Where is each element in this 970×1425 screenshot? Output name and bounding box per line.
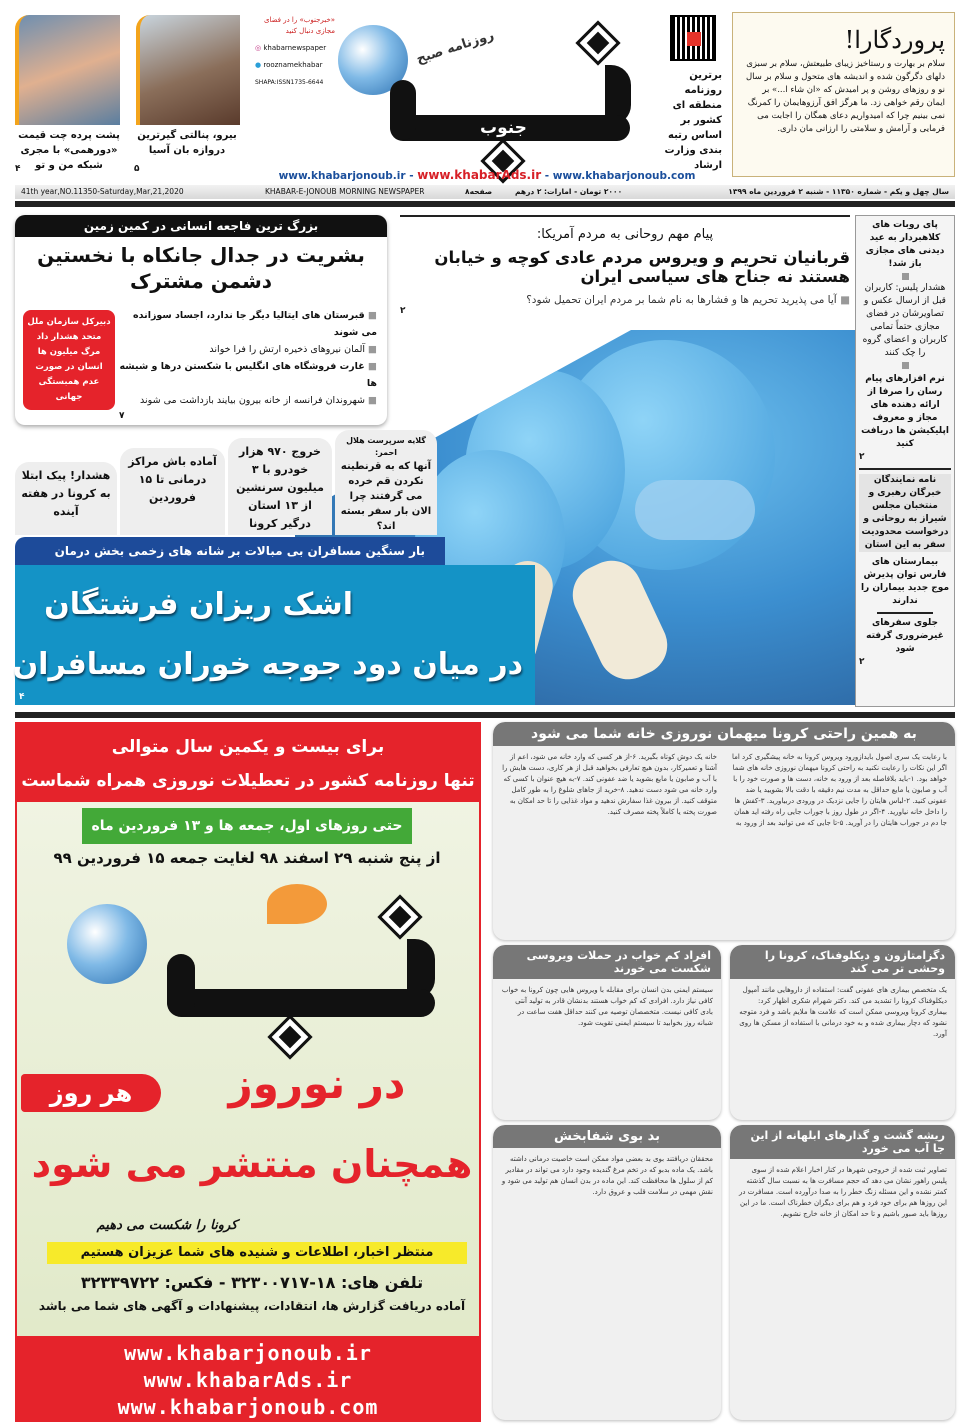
divider bbox=[15, 201, 955, 207]
story-bullets bbox=[119, 307, 377, 409]
article-body: یک متخصص بیماری های عفونی گفت: استفاده از داروهایی مانند آمپول دیکلوفناک کرونا را تشدید می کند. دکتر شهرام شکری اظهار کرد: بیماری کرونا ویروسی ممکن است که علامت ها ملایم باشد و فرد متوجه نشود که دچار بیماری شده و به خود درمانی با استفاده از مسکن ها روی آورد. bbox=[739, 986, 947, 1038]
tagline: برترین روزنامه منطقه ای کشور بر اساس رتبه بندی وزارت ارشاد bbox=[664, 70, 722, 171]
ad-heading: برای بیست و یکمین سال متوالی تنها روزنامه کشور در تعطیلات نوروزی همراه شماست bbox=[17, 724, 479, 802]
card-text: خروج ۹۷۰ هزار خودرو با ۳ میلیون سرنشین از ۱۳ استان درگیر کرونا bbox=[236, 445, 324, 530]
ad-logo bbox=[57, 884, 457, 1054]
news-card[interactable] bbox=[120, 448, 225, 535]
sidebar-item[interactable]: نرم افزارهای پیام رسان را صرفا از ارائه دهنده های مجاز و معروف اپلیکیشن ها دریافت کنید ۲ bbox=[859, 374, 949, 462]
logo-stroke bbox=[390, 80, 416, 140]
card-kicker: گلایه سرپرست هلال احمر: bbox=[346, 436, 426, 457]
bullet-item: ■ شهروندان فرانسه از خانه بیرون بیایند بازداشت می شوند bbox=[119, 392, 377, 409]
prayer-title: پروردگارا! bbox=[844, 26, 945, 54]
paper-name-en: KHABAR-E-JONOUB MORNING NEWSPAPER bbox=[265, 187, 425, 196]
logo-diamond bbox=[382, 899, 419, 936]
logo-stroke bbox=[167, 954, 195, 1016]
telegram-link[interactable]: ● rooznamekhabar bbox=[255, 61, 323, 69]
article-title: دگزامتازون و دیکلوفناک، کرونا را وحشی تر می کند bbox=[730, 945, 955, 979]
social-links bbox=[255, 15, 335, 88]
ad-phone: تلفن های: ۱۸-۳۲۳۰۰۷۱۷ - فکس: ۳۲۳۳۹۷۲۲ bbox=[80, 1273, 424, 1292]
article-body: تصاویر ثبت شده از خروجی شهرها در کنار اخبار اعلام شده از سوی پلیس راهور نشان می دهد که حجم مسافرت ها به نسبت سال گذشته کمتر نشده و این مسئله زنگ خطر را به صدا درآورده است. مسافرت در این روزها هم برای خود فرد و هم برای دیگران خطرناک است. ما در این روزها باید صبور باشیم و تا حد امکان از خانه خارج نشویم. bbox=[738, 1166, 947, 1218]
price: ۲۰۰۰ تومان - امارات: ۲ درهم bbox=[515, 187, 623, 196]
photo-host bbox=[15, 15, 120, 125]
page-number: ۷ bbox=[119, 411, 125, 421]
instagram-icon: ◎ bbox=[255, 44, 264, 52]
url-link[interactable]: www.khabarAds.ir bbox=[143, 1368, 353, 1392]
ad-dates: از پنج شنبه ۲۹ اسفند ۹۸ لغایت جمعه ۱۵ فروردین ۹۹ bbox=[53, 849, 441, 867]
divider bbox=[877, 612, 932, 614]
article-body: محققان دریافتند بوی بد بعضی مواد ممکن است خاصیت درمانی داشته باشد. یک ماده بدبو که در تخم مرغ گندیده وجود دارد می تواند در مقادیر کم از سلول ها محافظت کند. این ماده در بدن انسان هم تولید می شود و نقش مهمی در سلامت قلب و عروق دارد. bbox=[501, 1155, 713, 1196]
issue-fa: سال چهل و یکم - شماره ۱۱۳۵۰ - شنبه ۲ فروردین ماه ۱۳۹۹ bbox=[728, 187, 949, 196]
logo-stroke bbox=[167, 989, 435, 1017]
shapa: SHAPA:ISSN1735-6644 bbox=[255, 79, 324, 86]
nowruz-advertisement bbox=[15, 722, 481, 1422]
article-title: ریشه گشت و گذارهای ابلهانه از این جا آب می خورد bbox=[730, 1125, 955, 1159]
card-text: آنها که به قرنطینه نکردن قم خرده می گرفتند چرا الان بار سفر بسته اند؟ bbox=[340, 461, 432, 532]
url-link[interactable]: www.khabarjonoub.ir bbox=[124, 1341, 372, 1365]
sidebar-item[interactable]: جلوی سفرهای غیرضروری گرفته شود ۲ bbox=[859, 618, 944, 667]
ad-green-banner: حتی روزهای اول، جمعه ها و ۱۳ فروردین ماه bbox=[82, 808, 412, 844]
story-banner: بزرگ ترین فاجعه انسانی در کمین زمین bbox=[15, 215, 387, 237]
article-title: بد بوی شفابخش bbox=[493, 1125, 721, 1148]
ad-every-day-badge: هر روز bbox=[21, 1074, 161, 1112]
top-story[interactable] bbox=[400, 215, 850, 316]
goldfish-icon bbox=[267, 884, 327, 924]
news-card[interactable] bbox=[228, 438, 332, 535]
story-headline: قربانیان تحریم و ویروس مردم عادی کوچه و خیابان هستند نه جناح های سیاسی ایران bbox=[434, 248, 850, 286]
issue-en: 41th year,NO.11350-Saturday,Mar,21,2020 bbox=[21, 187, 184, 196]
left-story[interactable] bbox=[15, 215, 387, 425]
instagram-link[interactable]: ◎ khabarnewspaper bbox=[255, 44, 327, 52]
bullet-item: ■ قبرستان های ایتالیا دیگر جا ندارد، اجساد سوزانده می شوند bbox=[119, 307, 377, 341]
article[interactable] bbox=[730, 1125, 955, 1420]
feature-line: اشک ریزان فرشتگان bbox=[44, 587, 353, 622]
qr-code bbox=[670, 15, 716, 61]
url-link[interactable]: www.khabarjonoub.com bbox=[117, 1395, 379, 1419]
ad-ready-text: آماده دریافت گزارش ها، انتقادات، پیشنهادات و آگهی های شما می باشد bbox=[38, 1299, 466, 1313]
logo-diamond bbox=[272, 1019, 309, 1056]
issue-info-bar bbox=[15, 185, 955, 199]
feature-headline[interactable] bbox=[12, 565, 535, 705]
page-number: ۴ bbox=[15, 164, 21, 174]
article-title: افراد کم خواب در حملات ویروسی شکست می خورند bbox=[493, 945, 721, 979]
card-text: هشدار! پیک ابتلا به کرونا در هفته آینده bbox=[21, 469, 111, 518]
logo-sub: روزنامه صبح bbox=[414, 27, 496, 68]
website-urls bbox=[262, 168, 712, 182]
feature-bar: بار سنگین مسافران بی مبالات بر شانه های زخمی بخش درمان bbox=[15, 537, 445, 565]
news-sidebar bbox=[855, 215, 955, 707]
ad-websites bbox=[17, 1336, 479, 1422]
prayer-box bbox=[732, 12, 955, 177]
bullet-item: ■ آلمان نیروهای ذخیره ارتش را فرا خواند bbox=[119, 341, 377, 358]
article-title: به همین راحتی کرونا میهمان نوروزی خانه شما می شود bbox=[493, 722, 955, 746]
url-link[interactable]: - www.khabarjonoub.com bbox=[544, 170, 696, 182]
news-card[interactable] bbox=[335, 430, 437, 535]
prayer-text: سلام بر بهارت و رستاخیز زیبای طبیعتش، سلام بر سبزی دلهای دگرگون شده و اندیشه های متحول و سلام بر سال نو و روزهای روشن و پر امیدش که «ان شاء ا...» بر ایمان رقم خواهی زد. ما هرگز افق آرزوهایمان را کمرنگ نمی بینیم چرا که امیدواریم دعای همگان را اجابت می فرمایی و آرامش و سلامتی را ارزانی مان داری. bbox=[746, 59, 945, 134]
page-number: ۴ bbox=[19, 692, 25, 702]
newspaper-logo bbox=[330, 10, 650, 170]
news-card[interactable] bbox=[15, 462, 117, 535]
globe-icon bbox=[67, 904, 147, 984]
article-body: سیستم ایمنی بدن انسان برای مقابله با ویروس هایی چون کرونا به خواب کافی نیاز دارد. افرادی که کم خواب هستند بدنشان قادر به تولید آنتی بادی کافی نیست. متخصصان توصیه می کنند حداقل هفت ساعت در شبانه روز بخوابید تا سیستم ایمنی تقویت شود. bbox=[501, 986, 713, 1027]
photo-caption: بیرو، پنالتی گیرترین دروازه بان آسیا bbox=[137, 130, 237, 156]
bullet-item: ■ غارت فروشگاه های انگلیس با شکستن درها و شیشه ها bbox=[119, 358, 377, 392]
page-count: ۸صفحه bbox=[465, 187, 493, 196]
story-sub: ■ آیا می پذیرید تحریم ها و فشارها به نام شما بر مردم ایران تحمیل شود؟ bbox=[526, 294, 850, 306]
article[interactable] bbox=[730, 945, 955, 1120]
un-warning-box: دبیرکل سازمان ملل متحد هشدار داد مرگ میلیون ها انسان در صورت عدم همبستگی جهانی bbox=[23, 310, 115, 410]
ad-yellow-text: منتظر اخبار، اطلاعات و شنیده های شما عزیزان هستیم bbox=[47, 1242, 467, 1264]
logo-region: جنوب bbox=[480, 118, 527, 138]
article[interactable] bbox=[493, 945, 721, 1120]
ad-corona-text: کرونا را شکست می دهیم bbox=[96, 1218, 238, 1233]
telegram-icon: ● bbox=[255, 61, 264, 69]
story-headline: بشریت در جدال جانکاه با نخستین دشمن مشترک bbox=[37, 243, 365, 293]
photo-caption: پشت پرده چت قیمت «دورهمی» با مجری شبکه من و تو bbox=[18, 130, 120, 171]
article[interactable] bbox=[493, 722, 955, 940]
divider bbox=[15, 712, 955, 718]
sidebar-item[interactable]: بیمارستان های فارس توان پذیرش موج جدید بیماران را ندارند bbox=[860, 557, 950, 606]
card-text: آماده باش مراکز درمانی تا ۱۵ فروردین bbox=[128, 455, 217, 504]
ad-big-text: همچنان منتشر می شود bbox=[31, 1142, 473, 1186]
url-link[interactable]: www.khabarjonoub.ir - bbox=[278, 170, 414, 182]
article-body: با رعایت یک سری اصول بایدازورود ویروس کرونا به خانه پیشگیری کرد اما اگر این نکات را رعایت نکنید به راحتی کرونا میهمان نوروزی خانه های شما خواهد بود. ۱-باید بلافاصله بعد از ورود به خانه، دست ها و صورت خود را با آب و صابون یا مایع حداقل به مدت نیم دقیقه با دقت بالا بشویید یا ضد عفونی کنید. ۲-لباس هایتان را جایی نزدیک در ورودی دربیاورید. ۳-کفش ها را داخل خانه نیاورید. ۴-اگر در طول روز با جوراب جایی راه رفته اید همان جا دم در جوراب هایتان را در آورید. ۵-تا جایی که می توانید بعد از ورود به خانه یک دوش کوتاه بگیرید. ۶-از هر کسی که وارد خانه می شود، اعم از آشنا و تعمیرکار، بدون هیچ تعارفی بخواهید قبل از هر کاری، دست هایش را با آب و صابون یا مایع بشوید یا ضد عفونی کند. ۷-به هیچ عنوان با کسی که وارد خانه می شود دست ندهید. ۸-خرید از جاهای شلوغ را به طور کامل متوقف کنید. از بیرون غذا سفارش ندهید و مواد غذایی را تا حد امکان به صورت پخته یا کاملاً پخته مصرف کنید. bbox=[502, 753, 947, 827]
story-kicker: پیام مهم روحانی به مردم آمریکا: bbox=[536, 227, 714, 242]
sidebar-item[interactable]: نامه نمایندگان خبرگان رهبری و منتخبان مجلس شیراز به روحانی و درخواست محدودیت سفر به این استان bbox=[859, 474, 951, 552]
social-intro: «خبرجنوب» را در فضای مجازی دنبال کنید bbox=[263, 16, 335, 35]
page-number: ۲ bbox=[400, 306, 406, 316]
logo-diamond bbox=[580, 25, 617, 62]
photo-goalkeeper bbox=[136, 15, 240, 125]
ad-big-text: در نوروز bbox=[228, 1059, 406, 1108]
url-link[interactable]: www.khabarAds.ir bbox=[417, 168, 542, 182]
page-number: ۵ bbox=[134, 164, 140, 174]
feature-line: در میان دود جوجه خوران مسافران bbox=[12, 647, 523, 682]
sidebar-item[interactable]: پای روبات های کلاهبردار به عید دیدنی های مجازی باز شد! هشدار پلیس: کاربران قبل از ارسال عکس و تصاویرشان در فضای مجازی حتماً تمامی کاربران و اعضای گروه را چک کنند bbox=[859, 219, 951, 369]
article[interactable] bbox=[493, 1125, 721, 1420]
divider bbox=[859, 468, 951, 470]
